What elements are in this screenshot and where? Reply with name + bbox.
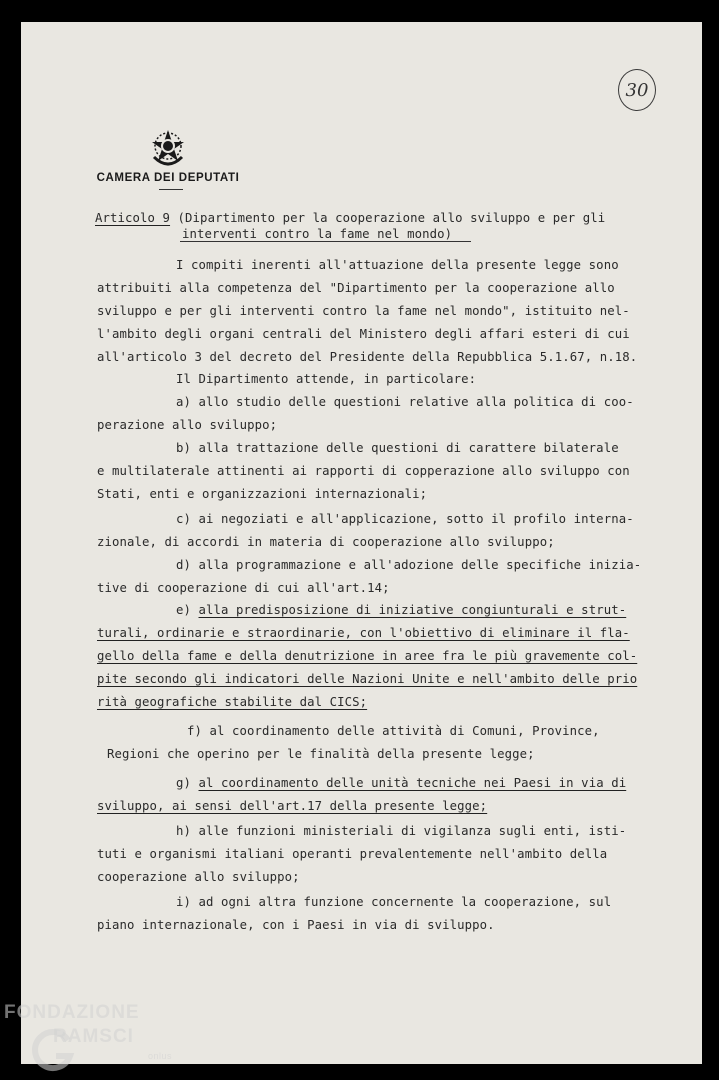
page-number: 30 — [618, 69, 656, 111]
watermark-line-3: onlus — [148, 1051, 173, 1061]
watermark-line-2: RAMSCI — [53, 1026, 134, 1047]
item-h-line: h) alle funzioni ministeriali di vigilanza sugli enti, isti- — [176, 824, 627, 838]
paragraph-line: l'ambito degli organi centrali del Ministero degli affari esteri di cui — [97, 327, 630, 341]
item-g-text: al coordinamento delle unità tecniche nei Paesi in via di — [198, 776, 627, 790]
item-b-line: Stati, enti e organizzazioni internazionali; — [97, 487, 428, 501]
article-title-line-1 — [95, 211, 605, 225]
item-i-line: piano internazionale, con i Paesi in via di sviluppo. — [97, 918, 495, 932]
item-e-prefix: e) — [176, 603, 199, 617]
chamber-name: CAMERA DEI DEPUTATI — [96, 172, 240, 184]
watermark-line-1: FONDAZIONE — [4, 1002, 140, 1023]
paragraph-line: all'articolo 3 del decreto del Presidente della Repubblica 5.1.67, n.18. — [97, 350, 638, 364]
item-e-line: gello della fame e della denutrizione in aree fra le più gravemente col- — [97, 649, 638, 663]
article-title-line-2: interventi contro la fame nel mondo) — [182, 227, 453, 241]
item-c-line: zionale, di accordi in materia di cooperazione allo sviluppo; — [97, 535, 555, 549]
paragraph-line: Il Dipartimento attende, in particolare: — [176, 372, 477, 386]
item-h-line: tuti e organismi italiani operanti prevalentemente nell'ambito della — [97, 847, 608, 861]
paragraph-line: I compiti inerenti all'attuazione della presente legge sono — [176, 258, 619, 272]
item-d-line: d) alla programmazione e all'adozione delle specifiche inizia- — [176, 558, 642, 572]
item-g-line: sviluppo, ai sensi dell'art.17 della presente legge; — [97, 799, 488, 813]
item-e-line: turali, ordinarie e straordinarie, con l'obiettivo di eliminare il fla- — [97, 626, 630, 640]
item-h-line: cooperazione allo sviluppo; — [97, 870, 300, 884]
item-g-prefix: g) — [176, 776, 199, 790]
item-b-line: b) alla trattazione delle questioni di carattere bilaterale — [176, 441, 619, 455]
document-page — [21, 22, 702, 1064]
item-a-line: a) allo studio delle questioni relative alla politica di coo- — [176, 395, 634, 409]
item-e-text: alla predisposizione di iniziative congiunturali e strut- — [198, 603, 627, 617]
article-title-text: (Dipartimento per la cooperazione allo sviluppo e per gli — [170, 211, 606, 225]
item-e-line: rità geografiche stabilite dal CICS; — [97, 695, 368, 709]
item-b-line: e multilaterale attinenti ai rapporti di copperazione allo sviluppo con — [97, 464, 630, 478]
item-g-line — [176, 776, 626, 790]
item-d-line: tive di cooperazione di cui all'art.14; — [97, 581, 390, 595]
article-title-rule — [180, 241, 471, 242]
paragraph-line: sviluppo e per gli interventi contro la fame nel mondo", istituito nel- — [97, 304, 630, 318]
chamber-rule — [159, 189, 183, 190]
item-i-line: i) ad ogni altra funzione concernente la cooperazione, sul — [176, 895, 612, 909]
article-label: Articolo 9 — [95, 211, 171, 225]
item-e-line: pite secondo gli indicatori delle Nazioni Unite e nell'ambito delle prio — [97, 672, 638, 686]
watermark — [4, 1002, 173, 1061]
item-f-line: f) al coordinamento delle attività di Comuni, Province, — [187, 724, 600, 738]
item-c-line: c) ai negoziati e all'applicazione, sotto il profilo interna- — [176, 512, 634, 526]
republic-emblem-icon — [149, 127, 187, 169]
item-e-line — [176, 603, 626, 617]
item-a-line: perazione allo sviluppo; — [97, 418, 278, 432]
paragraph-line: attribuiti alla competenza del "Dipartimento per la cooperazione allo — [97, 281, 615, 295]
item-f-line: Regioni che operino per le finalità della presente legge; — [107, 747, 535, 761]
